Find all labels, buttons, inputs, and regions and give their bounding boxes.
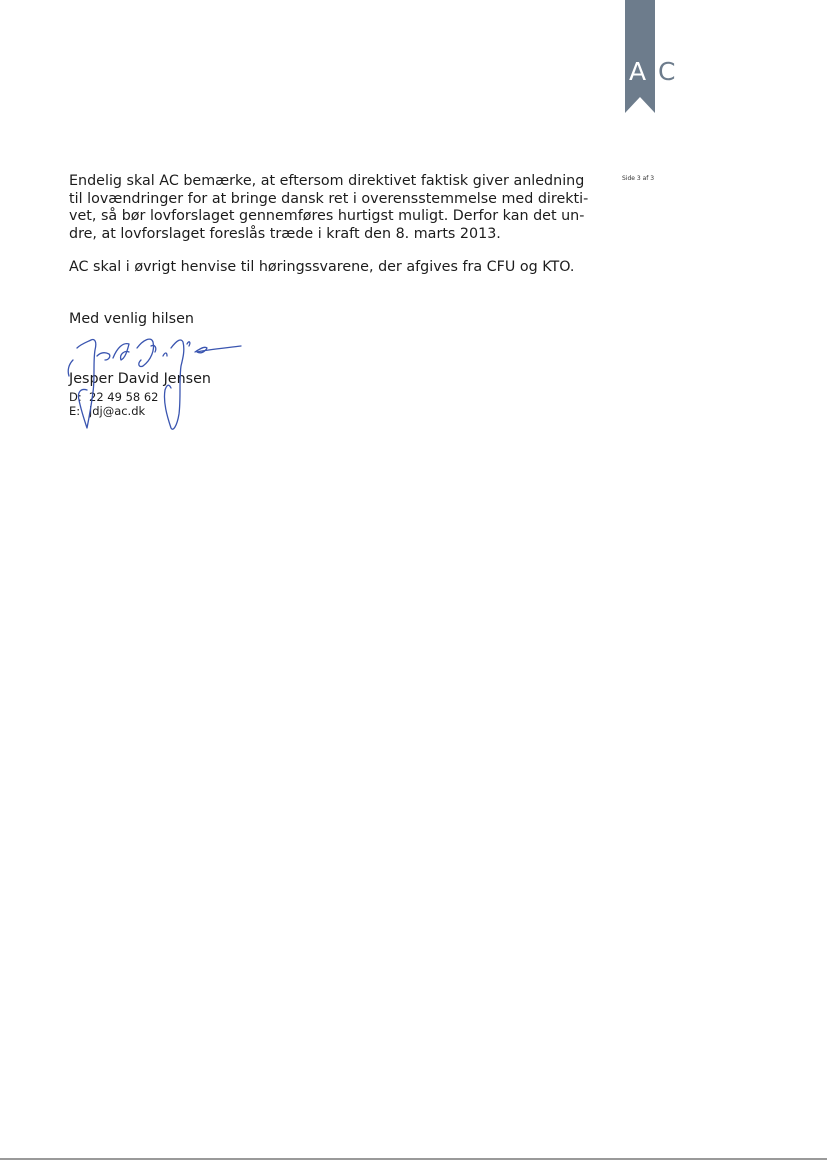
ac-logo: [625, 0, 681, 116]
email-value: jdj@ac.dk: [89, 404, 146, 418]
paragraph-text: Endelig skal AC bemærke, at eftersom direktivet faktisk giver anledning til lovændringer for at bringe dansk ret i overensstemmelse med direkti- vet, så bør lovforslaget gennemføres hurtigst muligt. Derfor kan det un- dre, at lovforslaget foreslås træde i kraft den 8. marts 2013.: [69, 173, 589, 242]
page-number: Side 3 af 3: [622, 175, 655, 182]
logo-letter-a: A: [629, 57, 647, 86]
page-bottom-edge: [0, 1158, 827, 1160]
signer-name: Jesper David Jensen: [69, 371, 211, 387]
phone-label: D:: [69, 390, 82, 404]
body-paragraph-1: [69, 173, 589, 243]
phone-value: 22 49 58 62: [89, 390, 159, 404]
handwritten-signature: [55, 318, 255, 443]
body-paragraph-2: AC skal i øvrigt henvise til høringssvarene, der afgives fra CFU og KTO.: [69, 259, 575, 275]
closing-greeting: Med venlig hilsen: [69, 311, 194, 327]
email-label: E:: [69, 404, 81, 418]
logo-letter-c: C: [658, 57, 676, 86]
